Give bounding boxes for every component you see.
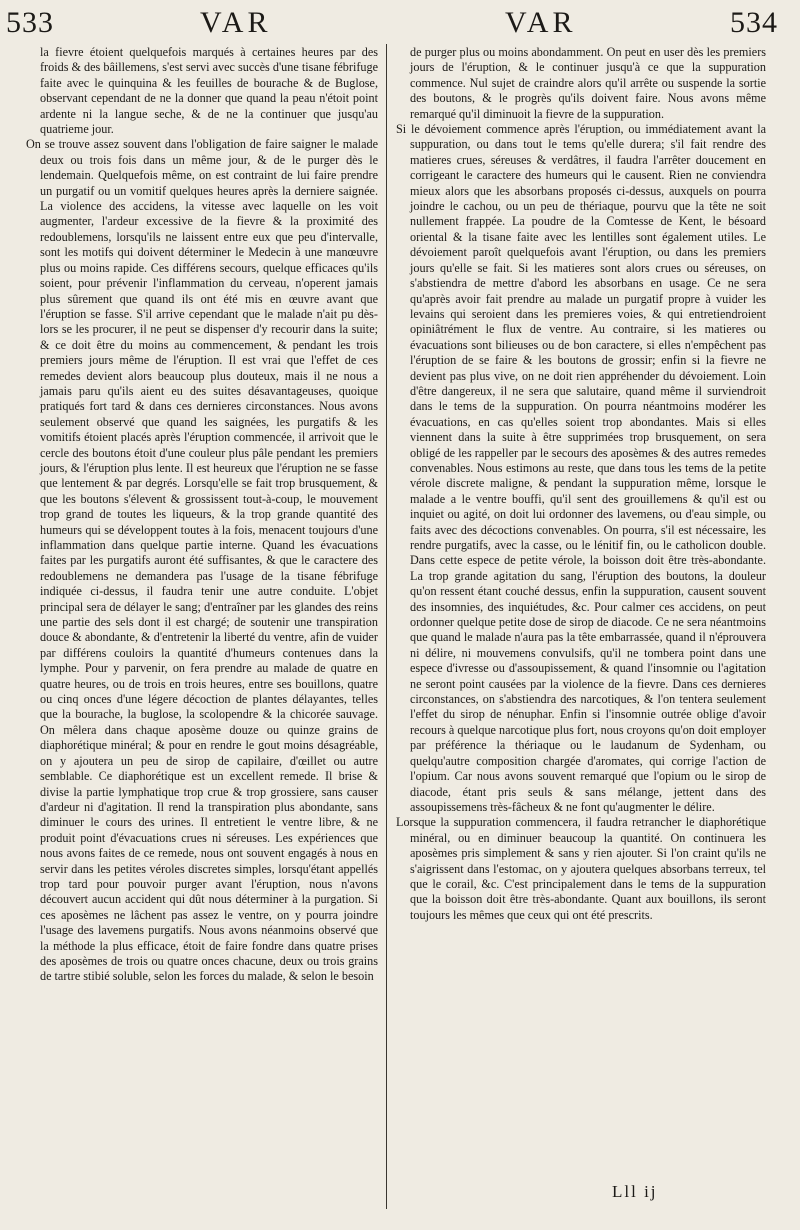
right-page-number: 534 xyxy=(730,6,778,39)
right-running-head: VAR xyxy=(505,6,577,39)
paragraph: de purger plus ou moins abondamment. On peut en user dès les premiers jours de l'éruption, & le continuer jusqu'à ce que la suppuration commence. Nul sujet de craindre alors qu'il arrête ou suspende la sortie des boutons, & le progrès qu'ils doivent faire. Nous avons même remarqué qu'il diminuoit la fievre de la suppuration. xyxy=(410,45,766,121)
paragraph: Si le dévoiement commence après l'éruption, ou immédiatement avant la suppuration, ou dans tout le tems qu'elle durera; s'il fait rendre des matieres crues, séreuses & verdâtres, il faudra l'arrêter doucement en corrigeant le caractere des humeurs qui le causent. Rien ne conviendra mieux alors que les absorbans proposés ci-dessus, auxquels on pourra joindre le cachou, ou un peu de thériaque, pourvu que la tête ne soit nullement frappée. La poudre de la Comtesse de Kent, le bésoard oriental & la tisane faite avec les lentilles sont également utiles. Le dévoiement paroît quelquefois avant l'éruption, ou dans les premiers jours qu'elle se fait. Si les matieres sont alors crues ou séreuses, on s'abstiendra de mettre d'abord les absorbans en usage. Ce ne sera qu'après avoir fait prendre au malade un purgatif propre à vuider les levains qui seroient dans les premieres voies, & qui entretiendroient opiniâtrément le flux de ventre. Au contraire, si les matieres ou évacuations sont bilieuses ou de bon caractere, si elles n'empêchent pas l'éruption de se faire & les boutons de grossir; enfin si la fievre ne devient pas plus vive, on ne doit rien appréhender du dévoiement. Loin d'être dangereux, il ne sera que salutaire, quand même il surviendroit dans le tems de la suppuration. On pourra néantmoins modérer les évacuations, en cas qu'elles soient trop abondantes. Mais si elles viennent dans la suite à être supprimées trop brusquement, on sera obligé de les rappeller par le secours des aposèmes & des autres remedes convenables. Nous estimons au reste, que dans tous les tems de la petite vérole discrete maligne, & pendant la suppuration même, lorsque le malade a le ventre bouffi, qu'il sent des grouillemens & qu'il est ou inquiet ou agité, on doit lui ordonner des lavemens, ou d'eau simple, ou faits avec des décoctions convenables. On pourra, s'il est nécessaire, les rendre purgatifs, avec la casse, ou le lénitif fin, ou le catholicon double. Dans cette espece de petite vérole, la boisson doit être très-abondante. La trop grande agitation du sang, l'éruption des boutons, la douleur qu'on ressent étant couché dessus, enfin la suppuration, causent souvent des insomnies, des inquiétudes, &c. Pour calmer ces accidens, on peut ordonner quelque petite dose de sirop de diacode. Ce ne sera néantmoins que quand le malade n'aura pas la tête embarrassée, quand il n'éprouvera ni délire, ni mouvemens convulsifs, qu'il ne tombera point dans une espece d'ivresse ou d'assoupissement, & quand l'insomnie ou l'agitation ne seront point causées par la violence de la fievre. Dans ces dernieres circonstances, on s'abstiendra des narcotiques, & l'on tentera seulement l'effet du sirop de nénuphar. Enfin si l'insomnie outrée oblige d'avoir recours à quelque narcotique plus fort, nous croyons qu'on doit employer par préférence la thériaque ou le laudanum de Sydenham, ou quelqu'autre composition chargée d'aromates, qui corrige l'action de l'opium. Car nous avons souvent remarqué que l'opium ou le sirop de diacode, étant pris seuls & sans mélange, jettent dans des assoupissemens très-fâcheux & ne font qu'augmenter le délire. xyxy=(396,122,766,814)
right-text-column xyxy=(396,45,766,923)
paragraph: la fievre étoient quelquefois marqués à certaines heures par des froids & des bâillemens, s'est servi avec succès d'une tisane fébrifuge faite avec le quinquina & les feuilles de bourache & de Buglose, observant cependant de ne la donner que quand la peau n'étoit point ardente ni la langue seche, & de ne la continuer que jusqu'au quatrieme jour. xyxy=(40,45,378,137)
left-text-column xyxy=(26,45,378,985)
paragraph: On se trouve assez souvent dans l'obligation de faire saigner le malade deux ou trois fois dans un même jour, & de le purger dès le lendemain. Quelquefois même, on est contraint de lui faire prendre un purgatif ou un vomitif quelques heures après la derniere saignée. La violence des accidens, la vitesse avec laquelle on les voit augmenter, l'ardeur excessive de la fievre & la proximité des redoublemens, lorsqu'ils ne laissent entre eux que peu d'intervalle, sont les motifs qui doivent déterminer le Medecin à une manœuvre plus ou moins rapide. Ces différens secours, quelque efficaces qu'ils soient, pour prévenir l'inflammation du cerveau, n'operent jamais plus sûrement que quand ils ont été mis en œuvre avant que l'éruption se fasse. S'il arrive cependant que le malade n'ait pu dès-lors se les procurer, il ne peut se dispenser d'y recourir dans la suite; & ce doit être du moins au commencement, & pendant les trois premiers jours même de l'éruption. Il est vrai que l'effet de ces remedes devient alors beaucoup plus douteux, mais il ne nous a jamais paru qu'ils aient eu des suites désavantageuses, quoique pratiqués fort tard & dans ces dernieres circonstances. Nous avons seulement observé que quand les saignées, les purgatifs & les vomitifs étoient placés après l'éruption commencée, il arrivoit que le cercle des boutons étoit d'une couleur plus pâle pendant les premiers jours, & l'éruption plus lente. Il est heureux que l'éruption ne se fasse que lentement & par degrés. Lorsqu'elle se fait trop brusquement, & que les boutons s'élevent & grossissent tout-à-coup, le mouvement trop grand de toutes les liqueurs, & la trop grande quantité des humeurs qui se développent toutes à la fois, menacent toujours d'une inflammation dans quelque partie interne. Quand les évacuations faites par les purgatifs auront été suffisantes, & que le caractere des redoublemens ne demandera pas l'usage de la tisane fébrifuge indiquée ci-dessus, il faudra tenir une autre conduite. L'objet principal sera de délayer le sang; d'entraîner par les glandes des reins une partie des sels dont il est chargé; de soutenir une transpiration douce & abondante, & d'entretenir la liberté du ventre, afin de vuider par différens couloirs la quantité d'humeurs contenues dans la lymphe. Pour y parvenir, on fera prendre au malade de quatre en quatre heures, ou de trois en trois heures, entre ses bouillons, quatre ou cinq onces d'une légere décoction de plantes délayantes, telles que la bourache, la buglose, la scolopendre & la chicorée sauvage. On mêlera dans chaque aposème douze ou quinze grains de diaphorétique minéral; & pour en rendre le gout moins désagréable, on y ajoutera un peu de sirop de capilaire, d'œillet ou autre semblable. Ce diaphorétique est un excellent remede. Il brise & divise la partie lymphatique trop crue & trop grossiere, sans causer d'ardeur ni d'agitation. Il rend la transpiration plus abondante, sans diminuer le cours des urines. Il entretient le ventre libre, & ne produit point d'évacuations crues ni séreuses. Les expériences que nous avons faites de ce remede, nous ont souvent engagés à nous en servir dans les petites véroles discretes simples, lorsqu'étant appellés trop tard pour pouvoir purger avant l'éruption, nous n'avons découvert aucun accident qui dût nous déterminer à la purgation. Si ces aposèmes ne lâchent pas assez le ventre, on y pourra joindre l'usage des lavemens purgatifs. Nous avons néanmoins observé que la méthode la plus efficace, étoit de faire fondre dans quatre prises des aposèmes de trois ou quatre onces chacune, deux ou trois grains de tartre stibié soluble, selon les forces du malade, & selon le besoin xyxy=(26,137,378,984)
left-page-number: 533 xyxy=(6,6,54,39)
column-divider xyxy=(386,44,387,1209)
signature-mark: Lll ij xyxy=(612,1182,658,1201)
left-running-head: VAR xyxy=(200,6,272,39)
paragraph: Lorsque la suppuration commencera, il faudra retrancher le diaphorétique minéral, ou en diminuer beaucoup la quantité. On continuera les aposèmes pris simplement & sans y rien ajouter. Si l'on craint qu'ils ne s'aigrissent dans l'estomac, on y ajoutera quelques absorbans terreux, tel que le corail, &c. C'est principalement dans le tems de la suppuration que la boisson doit être très-abondante. Quant aux bouillons, ils seront toujours les mêmes que ceux qui ont été prescrits. xyxy=(396,815,766,922)
